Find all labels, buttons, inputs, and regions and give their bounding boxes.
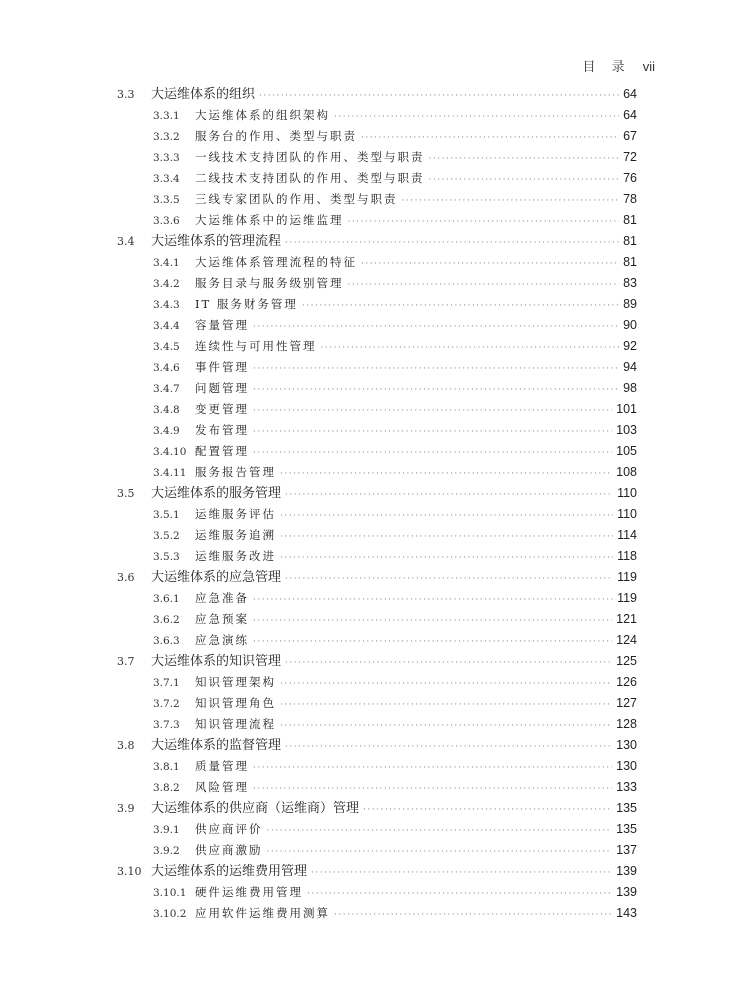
- toc-entry-number: 3.7: [117, 655, 135, 668]
- toc-entry-page: 143: [616, 906, 637, 920]
- toc-entry-page: 92: [623, 339, 637, 353]
- toc-entry-title: 大运维体系的服务管理: [151, 486, 282, 501]
- toc-entry-page: 124: [616, 633, 637, 647]
- dot-leader: [363, 800, 612, 819]
- toc-entry-number: 3.3.6: [153, 215, 180, 227]
- dot-leader: [280, 674, 612, 693]
- toc-entry-number: 3.9: [117, 802, 135, 815]
- toc-entry-number: 3.3.3: [153, 152, 180, 164]
- toc-subsection-entry[interactable]: [117, 714, 637, 735]
- toc-entry-number: 3.4.1: [153, 257, 180, 269]
- toc-entry-title: 连续性与可用性管理: [195, 339, 317, 353]
- dot-leader: [253, 317, 619, 336]
- toc-entry-page: 72: [623, 150, 637, 164]
- toc-entry-title: 事件管理: [195, 360, 249, 374]
- toc-entry-title: 运维服务评估: [195, 507, 276, 521]
- toc-subsection-entry[interactable]: [117, 882, 637, 903]
- toc-entry-page: 114: [617, 528, 637, 542]
- toc-entry-number: 3.4.9: [153, 425, 180, 437]
- toc-entry-number: 3.4.7: [153, 383, 180, 395]
- dot-leader: [285, 485, 613, 504]
- dot-leader: [285, 233, 619, 252]
- toc-entry-number: 3.10: [117, 865, 142, 878]
- toc-subsection-entry[interactable]: [117, 525, 637, 546]
- toc-section-entry[interactable]: [117, 735, 637, 756]
- toc-entry-number: 3.8.2: [153, 782, 180, 794]
- toc-entry-page: 110: [617, 507, 637, 521]
- dot-leader: [361, 254, 619, 273]
- toc-entry-page: 108: [616, 465, 637, 479]
- toc-entry-number: 3.6.2: [153, 614, 180, 626]
- toc-entry-page: 94: [623, 360, 637, 374]
- toc-entry-number: 3.9.2: [153, 845, 180, 857]
- toc-entry-number: 3.3.5: [153, 194, 180, 206]
- toc-entry-title: 大运维体系中的运维监理: [195, 213, 344, 227]
- toc-entry-page: 128: [616, 717, 637, 731]
- dot-leader: [280, 506, 613, 525]
- toc-entry-number: 3.6.3: [153, 635, 180, 647]
- toc-entry-title: 大运维体系的供应商（运维商）管理: [151, 801, 360, 816]
- toc-entry-page: 135: [616, 801, 637, 815]
- toc-subsection-entry[interactable]: [117, 462, 637, 483]
- toc-entry-page: 78: [623, 192, 637, 206]
- toc-subsection-entry[interactable]: [117, 315, 637, 336]
- toc-entry-number: 3.3.2: [153, 131, 180, 143]
- toc-section-entry[interactable]: [117, 651, 637, 672]
- toc-subsection-entry[interactable]: [117, 840, 637, 861]
- toc-section-entry[interactable]: [117, 798, 637, 819]
- dot-leader: [253, 758, 612, 777]
- toc-entry-number: 3.5.2: [153, 530, 180, 542]
- toc-entry-page: 126: [616, 675, 637, 689]
- dot-leader: [253, 422, 612, 441]
- toc-entry-number: 3.4.4: [153, 320, 180, 332]
- toc-entry-title: 三线专家团队的作用、类型与职责: [195, 192, 398, 206]
- toc-entry-number: 3.4.5: [153, 341, 180, 353]
- dot-leader: [334, 905, 612, 924]
- toc-entry-number: 3.7.2: [153, 698, 180, 710]
- toc-entry-title: 大运维体系的管理流程: [151, 234, 282, 249]
- toc-entry-page: 139: [616, 864, 637, 878]
- toc-entry-title: 风险管理: [195, 780, 249, 794]
- dot-leader: [280, 464, 612, 483]
- toc-entry-title: 大运维体系的监督管理: [151, 738, 282, 753]
- toc-entry-page: 76: [623, 171, 637, 185]
- toc-entry-number: 3.4: [117, 235, 135, 248]
- toc-subsection-entry[interactable]: [117, 105, 637, 126]
- toc-entry-number: 3.5.3: [153, 551, 180, 563]
- toc-entry-title: 运维服务追溯: [195, 528, 276, 542]
- toc-subsection-entry[interactable]: [117, 819, 637, 840]
- dot-leader: [280, 695, 612, 714]
- toc-entry-number: 3.5.1: [153, 509, 180, 521]
- toc-entry-title: 大运维体系的知识管理: [151, 654, 282, 669]
- toc-subsection-entry[interactable]: [117, 147, 637, 168]
- toc-entry-page: 101: [616, 402, 637, 416]
- dot-leader: [285, 569, 613, 588]
- table-of-contents: [117, 84, 637, 924]
- toc-subsection-entry[interactable]: [117, 126, 637, 147]
- toc-entry-title: 服务台的作用、类型与职责: [195, 129, 357, 143]
- toc-entry-number: 3.6.1: [153, 593, 180, 605]
- toc-entry-title: IT 服务财务管理: [195, 297, 298, 311]
- toc-section-entry[interactable]: [117, 84, 637, 105]
- toc-subsection-entry[interactable]: [117, 378, 637, 399]
- toc-entry-page: 127: [616, 696, 637, 710]
- toc-entry-number: 3.10.1: [153, 887, 187, 899]
- toc-entry-number: 3.9.1: [153, 824, 180, 836]
- toc-entry-title: 知识管理角色: [195, 696, 276, 710]
- toc-entry-page: 110: [617, 486, 637, 500]
- dot-leader: [302, 296, 619, 315]
- toc-entry-page: 83: [623, 276, 637, 290]
- toc-subsection-entry[interactable]: [117, 903, 637, 924]
- toc-subsection-entry[interactable]: [117, 336, 637, 357]
- dot-leader: [253, 380, 619, 399]
- dot-leader: [253, 590, 613, 609]
- toc-entry-number: 3.4.6: [153, 362, 180, 374]
- toc-subsection-entry[interactable]: [117, 294, 637, 315]
- dot-leader: [259, 86, 619, 105]
- toc-section-entry[interactable]: [117, 231, 637, 252]
- toc-subsection-entry[interactable]: [117, 546, 637, 567]
- toc-subsection-entry[interactable]: [117, 672, 637, 693]
- toc-entry-title: 大运维体系的应急管理: [151, 570, 282, 585]
- toc-subsection-entry[interactable]: [117, 252, 637, 273]
- toc-entry-number: 3.7.3: [153, 719, 180, 731]
- toc-entry-title: 大运维体系管理流程的特征: [195, 255, 357, 269]
- dot-leader: [429, 149, 620, 168]
- toc-subsection-entry[interactable]: [117, 588, 637, 609]
- dot-leader: [348, 275, 620, 294]
- toc-entry-page: 130: [616, 738, 637, 752]
- toc-entry-page: 119: [617, 591, 637, 605]
- toc-entry-page: 64: [623, 87, 637, 101]
- toc-entry-page: 105: [616, 444, 637, 458]
- toc-entry-title: 问题管理: [195, 381, 249, 395]
- running-header: [582, 56, 655, 75]
- toc-entry-title: 知识管理流程: [195, 717, 276, 731]
- toc-entry-page: 89: [623, 297, 637, 311]
- toc-entry-page: 135: [616, 822, 637, 836]
- dot-leader: [307, 884, 612, 903]
- dot-leader: [311, 863, 612, 882]
- dot-leader: [253, 443, 612, 462]
- toc-entry-page: 81: [623, 234, 637, 248]
- dot-leader: [402, 191, 620, 210]
- dot-leader: [280, 716, 612, 735]
- toc-section-entry[interactable]: [117, 861, 637, 882]
- dot-leader: [253, 779, 612, 798]
- dot-leader: [429, 170, 620, 189]
- toc-entry-title: 质量管理: [195, 759, 249, 773]
- toc-entry-page: 103: [616, 423, 637, 437]
- toc-entry-title: 应急预案: [195, 612, 249, 626]
- dot-leader: [280, 527, 613, 546]
- toc-entry-number: 3.8: [117, 739, 135, 752]
- toc-entry-title: 变更管理: [195, 402, 249, 416]
- toc-entry-title: 服务报告管理: [195, 465, 276, 479]
- toc-subsection-entry[interactable]: [117, 273, 637, 294]
- toc-entry-page: 64: [623, 108, 637, 122]
- toc-entry-page: 81: [623, 213, 637, 227]
- toc-subsection-entry[interactable]: [117, 609, 637, 630]
- toc-entry-title: 应急演练: [195, 633, 249, 647]
- toc-entry-title: 服务目录与服务级别管理: [195, 276, 344, 290]
- dot-leader: [253, 611, 612, 630]
- toc-subsection-entry[interactable]: [117, 210, 637, 231]
- toc-entry-page: 121: [616, 612, 637, 626]
- toc-entry-number: 3.3: [117, 88, 135, 101]
- toc-entry-title: 容量管理: [195, 318, 249, 332]
- header-label: 目 录: [582, 60, 631, 75]
- toc-subsection-entry[interactable]: [117, 420, 637, 441]
- dot-leader: [267, 821, 613, 840]
- dot-leader: [253, 632, 612, 651]
- toc-entry-page: 139: [616, 885, 637, 899]
- dot-leader: [285, 737, 612, 756]
- toc-entry-page: 130: [616, 759, 637, 773]
- toc-entry-title: 供应商激励: [195, 843, 263, 857]
- toc-section-entry[interactable]: [117, 483, 637, 504]
- toc-subsection-entry[interactable]: [117, 777, 637, 798]
- toc-entry-page: 133: [616, 780, 637, 794]
- dot-leader: [253, 359, 619, 378]
- toc-subsection-entry[interactable]: [117, 756, 637, 777]
- toc-entry-page: 90: [623, 318, 637, 332]
- toc-subsection-entry[interactable]: [117, 189, 637, 210]
- toc-subsection-entry[interactable]: [117, 399, 637, 420]
- toc-entry-title: 供应商评价: [195, 822, 263, 836]
- toc-subsection-entry[interactable]: [117, 630, 637, 651]
- toc-entry-page: 81: [623, 255, 637, 269]
- dot-leader: [267, 842, 613, 861]
- toc-subsection-entry[interactable]: [117, 441, 637, 462]
- toc-entry-title: 二线技术支持团队的作用、类型与职责: [195, 171, 425, 185]
- dot-leader: [280, 548, 613, 567]
- toc-entry-page: 119: [617, 570, 637, 584]
- toc-entry-number: 3.8.1: [153, 761, 180, 773]
- toc-entry-page: 67: [623, 129, 637, 143]
- toc-entry-number: 3.4.8: [153, 404, 180, 416]
- toc-entry-title: 一线技术支持团队的作用、类型与职责: [195, 150, 425, 164]
- toc-subsection-entry[interactable]: [117, 693, 637, 714]
- toc-entry-title: 大运维体系的运维费用管理: [151, 864, 308, 879]
- toc-entry-title: 大运维体系的组织: [151, 87, 256, 102]
- toc-entry-number: 3.4.2: [153, 278, 180, 290]
- toc-entry-number: 3.4.10: [153, 446, 187, 458]
- toc-entry-page: 98: [623, 381, 637, 395]
- toc-entry-title: 知识管理架构: [195, 675, 276, 689]
- toc-subsection-entry[interactable]: [117, 168, 637, 189]
- toc-entry-number: 3.7.1: [153, 677, 180, 689]
- dot-leader: [285, 653, 612, 672]
- toc-entry-number: 3.3.4: [153, 173, 180, 185]
- toc-entry-number: 3.4.3: [153, 299, 180, 311]
- toc-entry-number: 3.5: [117, 487, 135, 500]
- toc-subsection-entry[interactable]: [117, 504, 637, 525]
- toc-subsection-entry[interactable]: [117, 357, 637, 378]
- dot-leader: [348, 212, 620, 231]
- toc-entry-title: 应急准备: [195, 591, 249, 605]
- dot-leader: [361, 128, 619, 147]
- toc-entry-title: 大运维体系的组织架构: [195, 108, 330, 122]
- header-page-number: vii: [642, 59, 655, 74]
- toc-entry-number: 3.6: [117, 571, 135, 584]
- toc-entry-number: 3.3.1: [153, 110, 180, 122]
- toc-entry-number: 3.4.11: [153, 467, 187, 479]
- toc-entry-page: 118: [617, 549, 637, 563]
- toc-entry-title: 硬件运维费用管理: [195, 885, 303, 899]
- toc-entry-title: 应用软件运维费用测算: [195, 906, 330, 920]
- dot-leader: [334, 107, 619, 126]
- toc-entry-title: 发布管理: [195, 423, 249, 437]
- toc-entry-page: 125: [616, 654, 637, 668]
- toc-entry-title: 配置管理: [195, 444, 249, 458]
- toc-entry-page: 137: [616, 843, 637, 857]
- toc-entry-number: 3.10.2: [153, 908, 187, 920]
- dot-leader: [253, 401, 612, 420]
- dot-leader: [321, 338, 620, 357]
- toc-entry-title: 运维服务改进: [195, 549, 276, 563]
- toc-section-entry[interactable]: [117, 567, 637, 588]
